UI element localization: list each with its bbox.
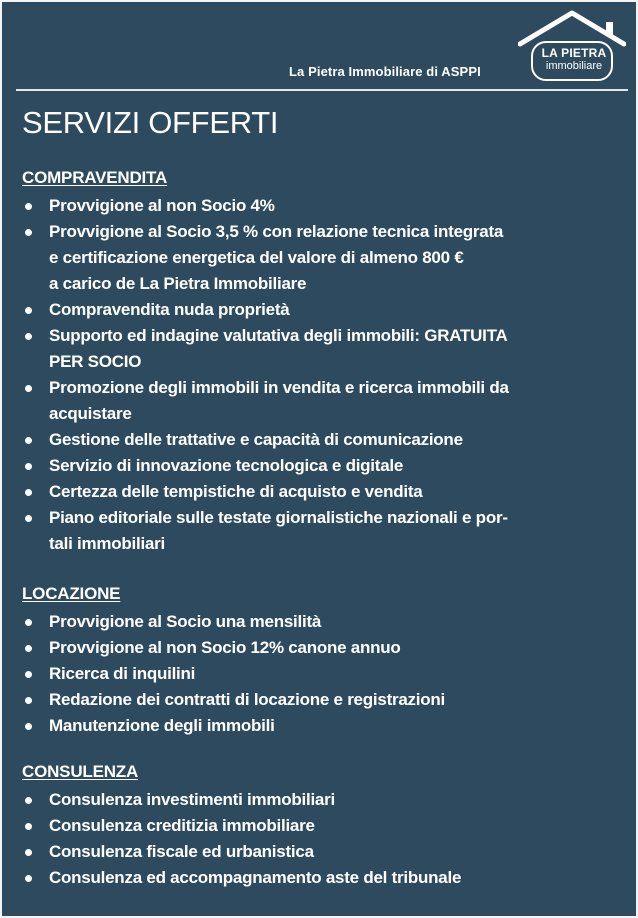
list-item: Provvigione al Socio una mensilità: [22, 609, 602, 635]
list-item: Consulenza ed accompagnamento aste del tribunale: [22, 865, 602, 891]
section-locazione: [22, 584, 602, 739]
section-heading: COMPRAVENDITA: [22, 168, 168, 187]
la-pietra-logo: [518, 10, 626, 86]
list-item: Provvigione al non Socio 12% canone annuo: [22, 635, 602, 661]
list-item: Piano editoriale sulle testate giornalistiche nazionali e por- tali immobiliari: [22, 505, 602, 557]
section-heading: LOCAZIONE: [22, 584, 121, 603]
list-item: Provvigione al Socio 3,5 % con relazione tecnica integrata e certificazione energetica del valore di almeno 800 € a carico de La Pietra Immobiliare: [22, 219, 602, 297]
logo-subtitle: immobiliare: [545, 60, 603, 72]
list-item: Certezza delle tempistiche di acquisto e vendita: [22, 479, 602, 505]
logo-wordmark: LA PIETRA: [541, 46, 607, 60]
list-item: Supporto ed indagine valutativa degli immobili: GRATUITA PER SOCIO: [22, 323, 602, 375]
list-item: Servizio di innovazione tecnologica e digitale: [22, 453, 602, 479]
list-item: Consulenza investimenti immobiliari: [22, 787, 602, 813]
list-item: Compravendita nuda proprietà: [22, 297, 602, 323]
service-list: [22, 787, 602, 891]
header-divider: [16, 89, 628, 91]
list-item: Provvigione al non Socio 4%: [22, 193, 602, 219]
section-heading: CONSULENZA: [22, 762, 139, 781]
service-list: [22, 193, 602, 557]
list-item: Promozione degli immobili in vendita e ricerca immobili da acquistare: [22, 375, 602, 427]
page-title: SERVIZI OFFERTI: [22, 105, 279, 140]
service-list: [22, 609, 602, 739]
list-item: Gestione delle trattative e capacità di comunicazione: [22, 427, 602, 453]
section-compravendita: [22, 168, 602, 557]
list-item: Ricerca di inquilini: [22, 661, 602, 687]
list-item: Redazione dei contratti di locazione e registrazioni: [22, 687, 602, 713]
brand-line: La Pietra Immobiliare di ASPPI: [289, 64, 481, 79]
section-consulenza: [22, 762, 602, 891]
list-item: Consulenza fiscale ed urbanistica: [22, 839, 602, 865]
list-item: Manutenzione degli immobili: [22, 713, 602, 739]
list-item: Consulenza creditizia immobiliare: [22, 813, 602, 839]
